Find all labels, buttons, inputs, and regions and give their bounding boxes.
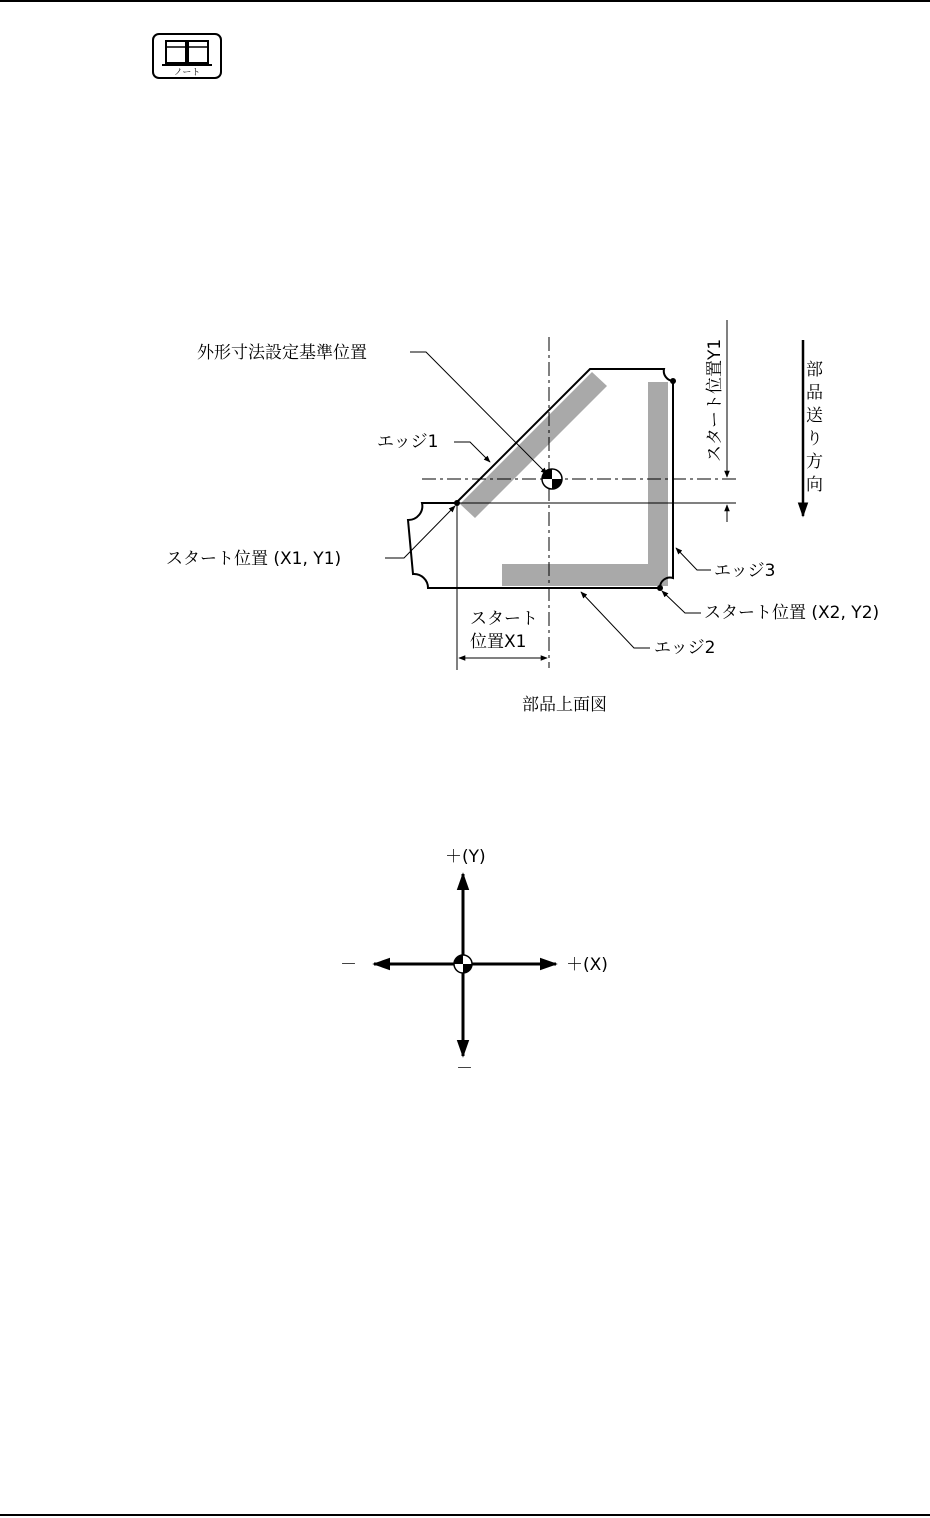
edge1-leader bbox=[454, 442, 490, 462]
edge2-leader bbox=[581, 592, 650, 648]
minus-y-label: － bbox=[456, 1059, 473, 1079]
start-x1-label-line1: スタート bbox=[470, 609, 538, 629]
start-y1-label: スタート位置Y1 bbox=[705, 338, 725, 462]
plus-x-label: ＋(X) bbox=[566, 955, 608, 975]
plus-y-label: ＋(Y) bbox=[445, 847, 486, 867]
start-point-3 bbox=[670, 378, 676, 384]
reference-position-label: 外形寸法設定基準位置 bbox=[197, 343, 367, 363]
edge3-band bbox=[648, 382, 668, 586]
edge1-band bbox=[460, 372, 607, 518]
start-point-2 bbox=[657, 585, 663, 591]
component-top-view bbox=[166, 320, 879, 715]
note-icon-label: ノート bbox=[173, 68, 201, 78]
start-position-2-leader bbox=[662, 591, 701, 613]
origin-symbol bbox=[454, 955, 472, 973]
start-x1-label-line2: 位置X1 bbox=[470, 632, 527, 652]
start-position-2-label: スタート位置 (X2, Y2) bbox=[704, 603, 880, 623]
coordinate-axes bbox=[340, 847, 608, 1079]
edge2-label: エッジ2 bbox=[654, 638, 716, 658]
minus-x-label: － bbox=[340, 955, 357, 975]
edge2-band bbox=[502, 564, 668, 586]
feed-direction-label: 部品送り方向 bbox=[802, 360, 822, 498]
edge3-label: エッジ3 bbox=[714, 561, 776, 581]
edge3-leader bbox=[676, 548, 711, 570]
edge1-label: エッジ1 bbox=[377, 432, 439, 452]
figure1-caption: 部品上面図 bbox=[522, 695, 607, 715]
start-position-1-label: スタート位置 (X1, Y1) bbox=[166, 549, 342, 569]
